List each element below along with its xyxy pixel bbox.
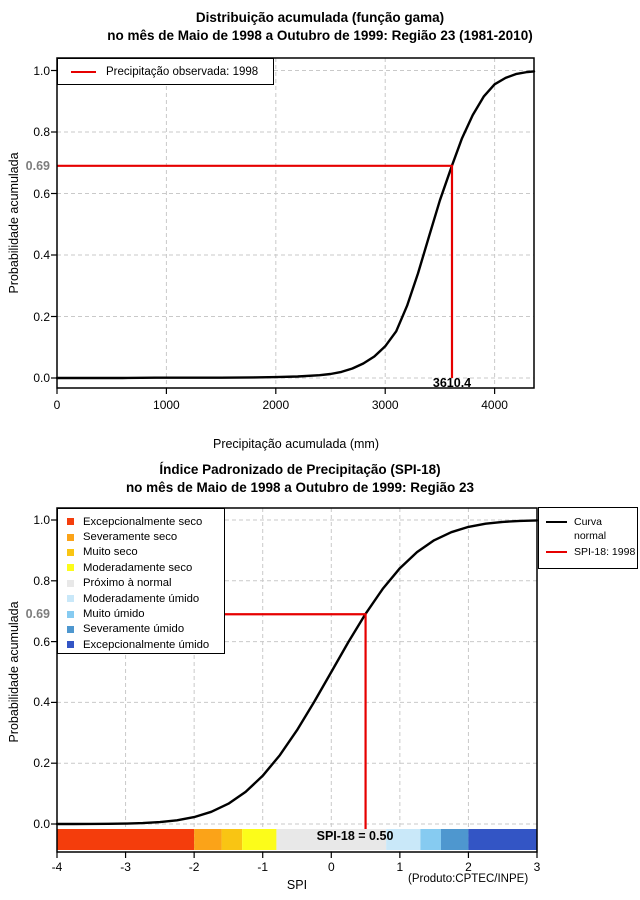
chart2-x-tick-label: -3 — [120, 860, 131, 874]
spi-category-color-swatch — [67, 611, 74, 618]
spi-category-legend-item — [67, 545, 224, 560]
chart1-y-tick-label: 0.8 — [33, 125, 50, 139]
spi-category-legend-item — [67, 529, 224, 544]
spi-category-legend-item — [67, 576, 224, 591]
spi-category-label: Moderadamente seco — [83, 561, 193, 574]
spi-category-legend — [57, 508, 225, 654]
spi-category-color-swatch — [67, 549, 74, 556]
chart1-precipitation-value: 3610.4 — [432, 376, 472, 390]
chart2-y-tick-label: 0.4 — [33, 695, 50, 710]
chart2-y-tick-label: 0.2 — [33, 756, 50, 771]
chart1-y-tick-label: 0.0 — [33, 371, 50, 385]
spi-category-legend-item — [67, 622, 224, 637]
observed-precipitation-line-sample — [71, 71, 96, 73]
spi-category-legend-item — [67, 591, 224, 606]
chart2-x-tick-label: -4 — [51, 860, 63, 874]
spi-category-label: Severamente seco — [83, 531, 178, 544]
chart1-y-axis-label: Probabilidade acumulada — [7, 152, 21, 294]
chart2-x-tick-label: 1 — [396, 860, 404, 874]
chart1-legend — [57, 58, 274, 85]
chart1-x-axis-label: Precipitação acumulada (mm) — [212, 437, 380, 451]
chart2-x-tick-label: 0 — [327, 860, 335, 874]
spi-category-color-swatch — [67, 595, 74, 602]
chart1-title: Distribuição acumulada (função gama) — [195, 10, 445, 25]
chart2-curve-legend — [538, 507, 638, 569]
chart2-y-tick-label: 1.0 — [33, 513, 50, 527]
chart2-x-tick-label: -1 — [257, 860, 269, 874]
spi-colorbar-segment — [420, 829, 441, 850]
chart2-probability-highlight: 0.69 — [25, 607, 50, 622]
chart2-x-tick-label: 3 — [533, 860, 541, 874]
spi-colorbar-segment — [468, 829, 537, 850]
chart2-subtitle: no mês de Maio de 1998 a Outubro de 1999: Região 23 — [125, 480, 475, 495]
spi-category-label: Moderadamente úmido — [83, 592, 200, 605]
chart1-observed-marker-line — [57, 166, 452, 378]
chart2-title: Índice Padronizado de Precipitação (SPI-18) — [159, 462, 441, 477]
chart1-y-tick-label: 0.2 — [33, 309, 50, 324]
gamma-cdf-curve — [57, 71, 534, 378]
chart1-subtitle: no mês de Maio de 1998 a Outubro de 1999: Região 23 (1981-2010) — [107, 28, 533, 43]
spi-category-label: Excepcionalmente úmido — [83, 638, 210, 651]
chart1-plot-border — [57, 58, 534, 388]
chart2-y-tick-label: 0.8 — [33, 573, 50, 588]
chart2-x-tick-label: 2 — [465, 860, 472, 874]
chart1-probability-highlight: 0.69 — [25, 158, 50, 173]
spi-category-legend-item — [67, 606, 224, 621]
spi-colorbar-segment — [194, 829, 221, 850]
spi-1998-line-sample — [546, 551, 567, 553]
chart2-x-axis-label: SPI — [286, 878, 308, 892]
chart2-y-tick-label: 0.6 — [33, 634, 50, 649]
spi-category-label: Próximo à normal — [83, 577, 172, 590]
spi-1998-legend-label: SPI-18: 1998 — [574, 546, 636, 559]
spi-category-color-swatch — [67, 626, 74, 633]
spi-colorbar-segment — [242, 829, 276, 850]
normal-curve-line-sample — [546, 521, 567, 523]
spi-1998-legend-item — [546, 545, 636, 559]
chart2-x-tick-label: -2 — [188, 860, 200, 874]
spi-category-color-swatch — [67, 518, 74, 525]
spi-category-legend-item — [67, 560, 224, 575]
spi-category-color-swatch — [67, 534, 74, 541]
chart1-x-tick-label: 1000 — [153, 398, 180, 412]
chart1-x-tick-label: 2000 — [262, 398, 290, 412]
chart1-x-tick-label: 0 — [53, 398, 61, 412]
chart2-y-axis-label: Probabilidade acumulada — [7, 601, 21, 743]
chart2-y-tick-label: 0.0 — [33, 817, 50, 831]
spi-category-label: Excepcionalmente seco — [83, 515, 203, 528]
normal-curve-legend-item — [546, 515, 633, 543]
chart1-y-tick-label: 0.4 — [33, 248, 50, 262]
spi-category-color-swatch — [67, 564, 74, 571]
normal-curve-legend-label: Curva normal — [574, 516, 607, 543]
spi-colorbar-segment — [57, 829, 194, 850]
product-credit: (Produto:CPTEC/INPE) — [408, 873, 529, 885]
spi-category-label: Muito úmido — [83, 608, 145, 621]
spi-category-legend-item — [67, 514, 224, 529]
spi-category-color-swatch — [67, 641, 74, 648]
observed-precipitation-legend-label: Precipitação observada: 1998 — [106, 65, 259, 78]
chart1-y-tick-label: 0.6 — [33, 186, 50, 201]
chart1-y-tick-label: 1.0 — [33, 63, 50, 78]
spi-category-legend-item — [67, 637, 224, 652]
spi-category-color-swatch — [67, 580, 74, 587]
chart1-x-tick-label: 4000 — [481, 398, 508, 412]
spi-category-label: Muito seco — [83, 546, 138, 559]
spi-colorbar-segment — [441, 829, 468, 850]
chart2-spi-value: SPI-18 = 0.50 — [316, 829, 394, 843]
spi-colorbar-segment — [222, 829, 243, 850]
spi-category-label: Severamente úmido — [83, 623, 185, 636]
chart1-x-tick-label: 3000 — [371, 398, 399, 412]
